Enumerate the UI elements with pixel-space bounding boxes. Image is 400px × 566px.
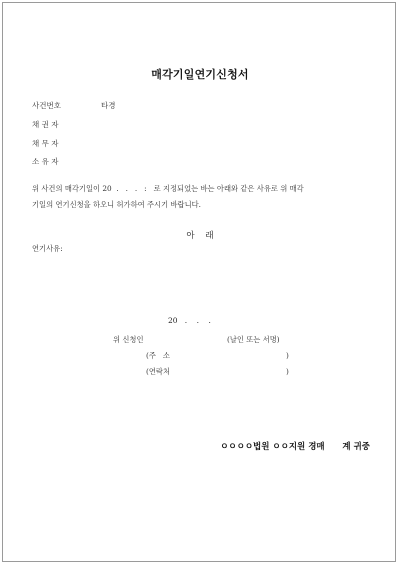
application-date: 20 . . . bbox=[168, 316, 211, 325]
body-line-2: 기일의 연기신청을 하오니 허가하여 주시기 바랍니다. bbox=[32, 200, 201, 209]
debtor-label: 채 무 자 bbox=[32, 139, 59, 148]
reason-label: 연기사유: bbox=[32, 244, 63, 253]
address-close-paren: ) bbox=[286, 351, 289, 360]
section-heading: 아 래 bbox=[186, 231, 214, 241]
creditor-label: 채 권 자 bbox=[32, 120, 59, 129]
case-number-value: 타경 bbox=[101, 101, 116, 110]
court-addressee: ㅇㅇㅇㅇ법원 ㅇㅇ지원 경매 계 귀중 bbox=[220, 442, 370, 452]
contact-close-paren: ) bbox=[286, 367, 289, 376]
seal-note: (날인 또는 서명) bbox=[227, 335, 280, 344]
address-label: (주 소 bbox=[146, 351, 170, 360]
case-number-label: 사건번호 bbox=[32, 101, 61, 110]
applicant-label: 위 신청인 bbox=[113, 335, 144, 344]
contact-label: (연락처 bbox=[146, 367, 170, 376]
document-title: 매각기일연기신청서 bbox=[151, 68, 249, 81]
owner-label: 소 유 자 bbox=[32, 157, 59, 166]
body-line-1: 위 사건의 매각기일이 20 . . . : 로 지정되었는 바는 아래와 같은 사유로 위 매각 bbox=[32, 184, 304, 193]
page-border bbox=[2, 2, 396, 562]
